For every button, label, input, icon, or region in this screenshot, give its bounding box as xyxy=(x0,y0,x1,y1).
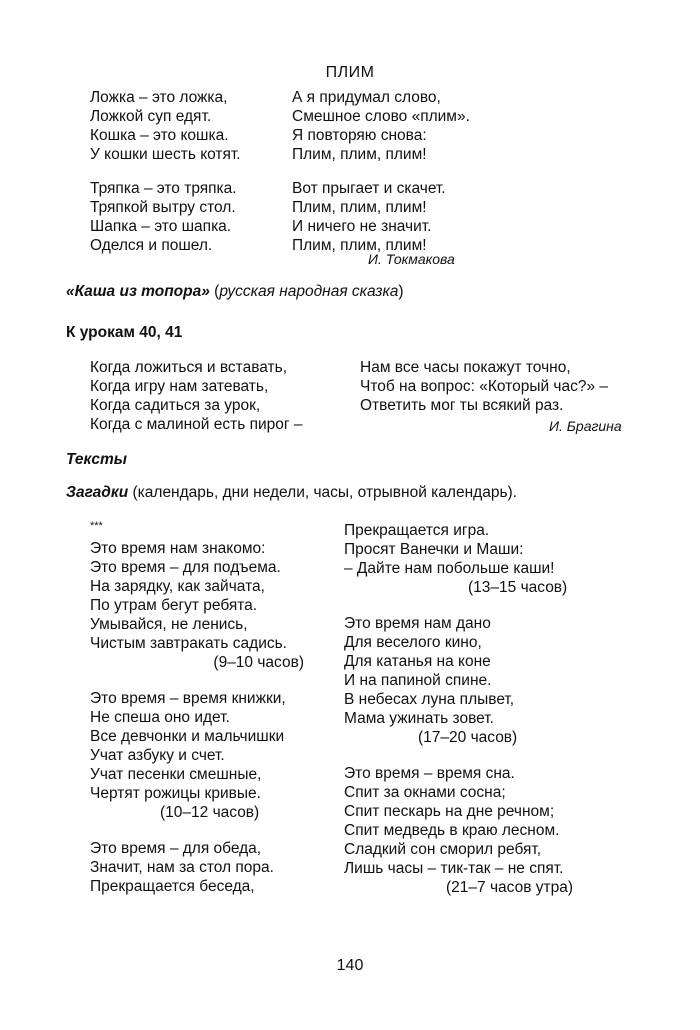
verse-line: Ответить мог ты всякий раз. xyxy=(360,397,564,414)
verse-line: Это время нам знакомо: xyxy=(90,540,266,557)
poem-title: ПЛИМ xyxy=(325,64,375,81)
verse-line: Лишь часы – тик-так – не спят. xyxy=(344,860,564,877)
poem-author: И. Токмакова xyxy=(368,251,455,267)
poem-author: И. Брагина xyxy=(549,418,622,434)
verse-line: На зарядку, как зайчата, xyxy=(90,578,265,595)
verse-line: Для катанья на коне xyxy=(344,653,491,670)
verse-line: Оделся и пошел. xyxy=(90,237,213,254)
asterisks: *** xyxy=(90,520,103,532)
verse-line: – Дайте нам побольше каши! xyxy=(344,560,555,577)
verse-line: А я придумал слово, xyxy=(292,89,441,106)
verse-line: Тряпкой вытру стол. xyxy=(90,199,236,216)
poem-plim-right xyxy=(292,88,470,255)
verse-line: Учат песенки смешные, xyxy=(90,766,262,783)
verse-line: Плим, плим, плим! xyxy=(292,199,427,216)
verse-line: Ложка – это ложка, xyxy=(90,89,228,106)
tale-close: ) xyxy=(398,283,404,300)
page-number: 140 xyxy=(336,957,364,974)
verse-line: Мама ужинать зовет. xyxy=(344,710,494,727)
verse-line: В небесах луна плывет, xyxy=(344,691,515,708)
poem-plim-left xyxy=(90,88,241,255)
riddle-answer: (13–15 часов) xyxy=(468,579,568,596)
verse-line: Это время – для подъема. xyxy=(90,559,281,576)
riddle-answer: (10–12 часов) xyxy=(160,804,260,821)
verse-line: И на папиной спине. xyxy=(344,672,492,689)
poem-clock-left xyxy=(90,358,302,434)
verse-line: И ничего не значит. xyxy=(292,218,432,235)
riddle-answer: (9–10 часов) xyxy=(213,654,304,671)
tale-reference xyxy=(66,282,404,301)
riddles-left-column xyxy=(90,520,310,896)
verse-line: Смешное слово «плим». xyxy=(292,108,470,125)
verse-line: Когда игру нам затевать, xyxy=(90,378,269,395)
verse-line: Я повторяю снова: xyxy=(292,127,427,144)
verse-line: Когда садиться за урок, xyxy=(90,397,261,414)
verse-line: Когда с малиной есть пирог – xyxy=(90,416,303,433)
tale-open: ( xyxy=(209,283,220,300)
verse-line: Все девчонки и мальчишки xyxy=(90,728,285,745)
verse-line: Чистым завтракать садись. xyxy=(90,635,287,652)
riddle-answer: (17–20 часов) xyxy=(418,729,518,746)
verse-line: Прекращается игра. xyxy=(344,522,490,539)
verse-line: Кошка – это кошка. xyxy=(90,127,229,144)
riddle-answer: (21–7 часов утра) xyxy=(446,879,573,896)
verse-line: Спит медведь в краю лесном. xyxy=(344,822,560,839)
riddles-line xyxy=(66,483,517,502)
poem-clock-right xyxy=(360,358,608,415)
verse-line: Вот прыгает и скачет. xyxy=(292,180,446,197)
verse-line: Прекращается беседа, xyxy=(90,878,255,895)
verse-line: Чтоб на вопрос: «Который час?» – xyxy=(360,378,609,395)
texts-heading: Тексты xyxy=(66,451,127,468)
verse-line: Плим, плим, плим! xyxy=(292,237,427,254)
verse-line: Ложкой суп едят. xyxy=(90,108,212,125)
verse-line: Это время нам дано xyxy=(344,615,491,632)
verse-line: Нам все часы покажут точно, xyxy=(360,359,571,376)
tale-note: русская народная сказка xyxy=(219,283,399,300)
lessons-heading: К урокам 40, 41 xyxy=(66,324,183,341)
verse-line: Чертят рожицы кривые. xyxy=(90,785,261,802)
verse-line: Спит пескарь на дне речном; xyxy=(344,803,555,820)
verse-line: Умывайся, не ленись, xyxy=(90,616,248,633)
verse-line: Значит, нам за стол пора. xyxy=(90,859,274,876)
verse-line: Не спеша оно идет. xyxy=(90,709,230,726)
verse-line: Тряпка – это тряпка. xyxy=(90,180,237,197)
verse-line: Спит за окнами сосна; xyxy=(344,784,506,801)
verse-line: Когда ложиться и вставать, xyxy=(90,359,288,376)
verse-line: Плим, плим, плим! xyxy=(292,146,427,163)
verse-line: Это время – время книжки, xyxy=(90,690,286,707)
riddles-right-column xyxy=(344,521,594,897)
tale-title: «Каша из топора» xyxy=(66,283,210,300)
verse-line: Шапка – это шапка. xyxy=(90,218,232,235)
verse-line: Для веселого кино, xyxy=(344,634,482,651)
verse-line: Просят Ванечки и Маши: xyxy=(344,541,524,558)
verse-line: Сладкий сон сморил ребят, xyxy=(344,841,542,858)
verse-line: Учат азбуку и счет. xyxy=(90,747,225,764)
verse-line: Это время – для обеда, xyxy=(90,840,262,857)
verse-line: По утрам бегут ребята. xyxy=(90,597,258,614)
riddles-label: Загадки xyxy=(66,484,129,501)
verse-line: У кошки шесть котят. xyxy=(90,146,241,163)
riddles-description: (календарь, дни недели, часы, отрывной календарь). xyxy=(128,484,517,501)
verse-line: Это время – время сна. xyxy=(344,765,515,782)
